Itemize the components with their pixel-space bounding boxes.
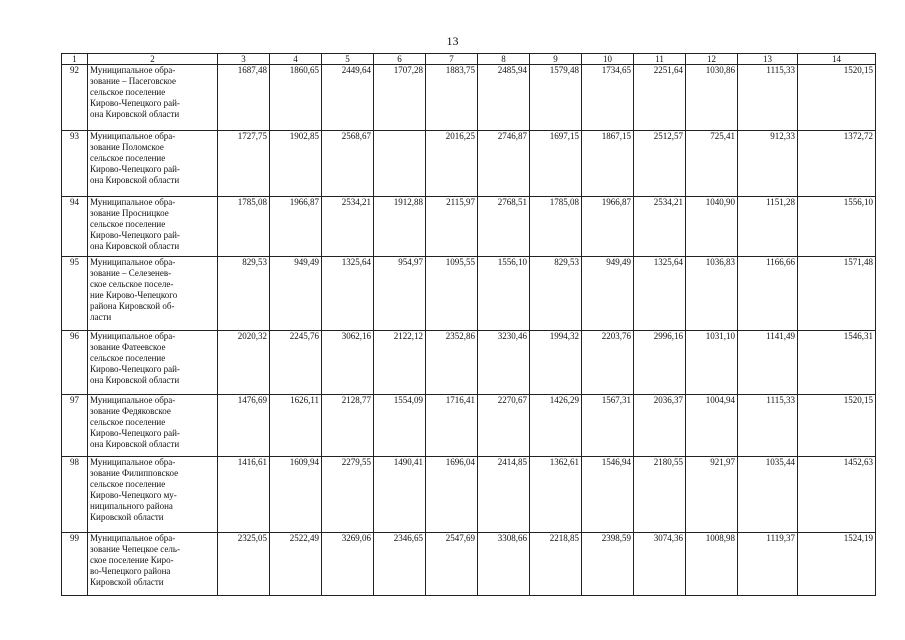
value-cell: 921,97 — [686, 457, 738, 533]
value-cell: 949,49 — [582, 257, 634, 331]
table-row — [62, 197, 876, 257]
value-cell: 1994,32 — [530, 331, 582, 395]
value-cell: 1556,10 — [478, 257, 530, 331]
value-cell: 1785,08 — [218, 197, 270, 257]
row-number: 94 — [62, 197, 88, 257]
value-cell: 1426,29 — [530, 395, 582, 457]
value-cell: 1030,86 — [686, 65, 738, 131]
value-cell: 2016,25 — [426, 131, 478, 197]
value-cell: 1697,15 — [530, 131, 582, 197]
value-cell: 2245,76 — [270, 331, 322, 395]
municipality-name: Муниципальное обра- зование – Пасеговское сельское поселение Кирово-Чепецкого рай- она Кировской области — [88, 65, 218, 131]
table-row — [62, 395, 876, 457]
value-cell: 1696,04 — [426, 457, 478, 533]
value-cell: 2568,67 — [322, 131, 374, 197]
value-cell: 1520,15 — [798, 395, 876, 457]
value-cell: 1626,11 — [270, 395, 322, 457]
value-cell: 1860,65 — [270, 65, 322, 131]
page-number: 13 — [446, 34, 459, 48]
value-cell: 3230,46 — [478, 331, 530, 395]
row-number: 98 — [62, 457, 88, 533]
column-header: 1 — [62, 54, 88, 65]
value-cell: 1546,31 — [798, 331, 876, 395]
value-cell: 1556,10 — [798, 197, 876, 257]
value-cell: 1490,41 — [374, 457, 426, 533]
value-cell: 2020,32 — [218, 331, 270, 395]
value-cell: 1151,28 — [738, 197, 798, 257]
table-body — [62, 65, 876, 596]
column-header: 11 — [634, 54, 686, 65]
value-cell: 1571,48 — [798, 257, 876, 331]
value-cell: 2325,05 — [218, 533, 270, 596]
value-cell: 1734,65 — [582, 65, 634, 131]
value-cell: 1036,83 — [686, 257, 738, 331]
value-cell: 1687,48 — [218, 65, 270, 131]
column-header: 6 — [374, 54, 426, 65]
value-cell: 1567,31 — [582, 395, 634, 457]
tariff-table — [61, 53, 876, 596]
value-cell: 2352,86 — [426, 331, 478, 395]
value-cell: 1325,64 — [322, 257, 374, 331]
table-row — [62, 131, 876, 197]
municipality-name: Муниципальное обра- зование Просницкое сельское поселение Кирово-Чепецкого рай- она Кировской области — [88, 197, 218, 257]
value-cell: 2036,37 — [634, 395, 686, 457]
value-cell: 1008,98 — [686, 533, 738, 596]
value-cell: 2512,57 — [634, 131, 686, 197]
row-number: 96 — [62, 331, 88, 395]
value-cell: 1325,64 — [634, 257, 686, 331]
value-cell: 2346,65 — [374, 533, 426, 596]
value-cell: 829,53 — [530, 257, 582, 331]
value-cell: 829,53 — [218, 257, 270, 331]
value-cell: 2122,12 — [374, 331, 426, 395]
column-header: 5 — [322, 54, 374, 65]
value-cell: 1524,19 — [798, 533, 876, 596]
value-cell: 2203,76 — [582, 331, 634, 395]
column-number-row — [62, 54, 876, 65]
value-cell: 1546,94 — [582, 457, 634, 533]
value-cell: 1362,61 — [530, 457, 582, 533]
column-header: 10 — [582, 54, 634, 65]
municipality-name: Муниципальное обра- зование Чепецкое сель- ское поселение Киро- во-Чепецкого района Кировской области — [88, 533, 218, 596]
value-cell: 1520,15 — [798, 65, 876, 131]
row-number: 92 — [62, 65, 88, 131]
table-row — [62, 331, 876, 395]
value-cell: 2449,64 — [322, 65, 374, 131]
column-header: 7 — [426, 54, 478, 65]
value-cell: 2522,49 — [270, 533, 322, 596]
value-cell: 1452,63 — [798, 457, 876, 533]
value-cell: 2534,21 — [322, 197, 374, 257]
table-row — [62, 533, 876, 596]
value-cell: 2996,16 — [634, 331, 686, 395]
value-cell: 2218,85 — [530, 533, 582, 596]
column-header: 12 — [686, 54, 738, 65]
value-cell: 1166,66 — [738, 257, 798, 331]
column-header: 4 — [270, 54, 322, 65]
column-header: 9 — [530, 54, 582, 65]
value-cell: 3308,66 — [478, 533, 530, 596]
table-row — [62, 257, 876, 331]
value-cell: 2398,59 — [582, 533, 634, 596]
table-row — [62, 65, 876, 131]
municipality-name: Муниципальное обра- зование Федяковское сельское поселение Кирово-Чепецкого рай- она Кировской области — [88, 395, 218, 457]
value-cell: 1867,15 — [582, 131, 634, 197]
value-cell: 1966,87 — [270, 197, 322, 257]
value-cell: 1115,33 — [738, 65, 798, 131]
value-cell: 1912,88 — [374, 197, 426, 257]
value-cell: 2270,67 — [478, 395, 530, 457]
column-header: 3 — [218, 54, 270, 65]
municipality-name: Муниципальное обра- зование – Селезенев- ское сельское поселе- ние Кирово-Чепецкого района Кировской об- ласти — [88, 257, 218, 331]
column-header: 13 — [738, 54, 798, 65]
value-cell: 1040,90 — [686, 197, 738, 257]
column-header: 14 — [798, 54, 876, 65]
value-cell: 1476,69 — [218, 395, 270, 457]
value-cell: 2115,97 — [426, 197, 478, 257]
value-cell: 1785,08 — [530, 197, 582, 257]
value-cell: 1004,94 — [686, 395, 738, 457]
value-cell: 1966,87 — [582, 197, 634, 257]
column-header: 2 — [88, 54, 218, 65]
value-cell: 2485,94 — [478, 65, 530, 131]
value-cell: 1372,72 — [798, 131, 876, 197]
value-cell: 2414,85 — [478, 457, 530, 533]
value-cell: 1883,75 — [426, 65, 478, 131]
value-cell: 3269,06 — [322, 533, 374, 596]
value-cell: 1095,55 — [426, 257, 478, 331]
table-row — [62, 457, 876, 533]
value-cell: 2251,64 — [634, 65, 686, 131]
municipality-name: Муниципальное обра- зование Поломское сельское поселение Кирово-Чепецкого рай- она Кировской области — [88, 131, 218, 197]
value-cell: 1119,37 — [738, 533, 798, 596]
municipality-name: Муниципальное обра- зование Фатеевское сельское поселение Кирово-Чепецкого рай- она Кировской области — [88, 331, 218, 395]
row-number: 95 — [62, 257, 88, 331]
value-cell: 1035,44 — [738, 457, 798, 533]
value-cell: 2746,87 — [478, 131, 530, 197]
value-cell: 2547,69 — [426, 533, 478, 596]
value-cell: 1115,33 — [738, 395, 798, 457]
value-cell: 1716,41 — [426, 395, 478, 457]
value-cell: 3074,36 — [634, 533, 686, 596]
value-cell: 1727,75 — [218, 131, 270, 197]
municipality-name: Муниципальное обра- зование Филипповское сельское поселение Кирово-Чепецкого му- ниципального района Кировской области — [88, 457, 218, 533]
value-cell: 1141,49 — [738, 331, 798, 395]
value-cell: 1609,94 — [270, 457, 322, 533]
column-header: 8 — [478, 54, 530, 65]
value-cell: 3062,16 — [322, 331, 374, 395]
value-cell: 954,97 — [374, 257, 426, 331]
row-number: 93 — [62, 131, 88, 197]
value-cell: 1707,28 — [374, 65, 426, 131]
value-cell: 2768,51 — [478, 197, 530, 257]
value-cell: 2128,77 — [322, 395, 374, 457]
value-cell — [374, 131, 426, 197]
value-cell: 2279,55 — [322, 457, 374, 533]
value-cell: 2180,55 — [634, 457, 686, 533]
row-number: 97 — [62, 395, 88, 457]
value-cell: 2534,21 — [634, 197, 686, 257]
value-cell: 1416,61 — [218, 457, 270, 533]
value-cell: 912,33 — [738, 131, 798, 197]
row-number: 99 — [62, 533, 88, 596]
value-cell: 1579,48 — [530, 65, 582, 131]
value-cell: 949,49 — [270, 257, 322, 331]
value-cell: 1554,09 — [374, 395, 426, 457]
value-cell: 1902,85 — [270, 131, 322, 197]
value-cell: 1031,10 — [686, 331, 738, 395]
value-cell: 725,41 — [686, 131, 738, 197]
